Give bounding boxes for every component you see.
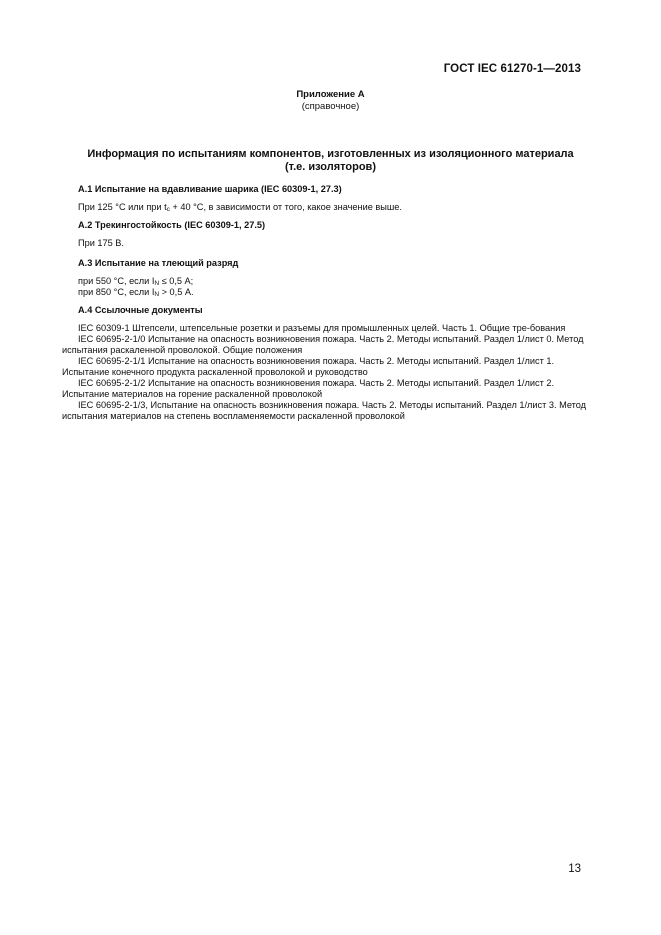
section-a4-heading: А.4 Ссылочные документы	[78, 305, 203, 315]
reference-item: IEC 60695-2-1/2 Испытание на опасность возникновения пожара. Часть 2. Методы испытаний. Раздел 1/лист 2. Испытание материалов на горение раскаленной проволокой	[62, 378, 554, 399]
section-a3-text-part: ≤ 0,5 А;	[159, 276, 194, 286]
reference-item: IEC 60695-2-1/3, Испытание на опасность возникновения пожара. Часть 2. Методы испытаний. Раздел 1/лист 3. Метод испытания материалов на степень воспламеняемости раскаленной проволокой	[62, 400, 587, 421]
section-a3-subscript: N	[154, 280, 160, 287]
section-a3-text-part: > 0,5 А.	[159, 287, 194, 297]
section-a3-line1	[78, 276, 587, 287]
section-a1-subscript: c	[166, 206, 170, 213]
reference-item: IEC 60309-1 Штепсели, штепсельные розетки и разъемы для промышленных целей. Часть 1. Общие тре-бования	[78, 323, 566, 333]
page-title-line1: Информация по испытаниям компонентов, изготовленных из изоляционного материала	[87, 148, 574, 160]
section-a3-subscript: N	[154, 291, 160, 298]
section-a1-text-part: При 125 °С или при t	[78, 202, 167, 212]
section-a1-text	[78, 202, 587, 213]
section-a2-heading: А.2 Трекингостойкость (IEC 60309-1, 27.5)	[78, 220, 266, 230]
page-title	[60, 148, 601, 173]
reference-item: IEC 60695-2-1/0 Испытание на опасность возникновения пожара. Часть 2. Методы испытаний. Раздел 1/лист 0. Метод испытания раскаленной проволокой. Общие положения	[62, 334, 584, 355]
page-number: 13	[568, 863, 581, 875]
page-title-line2: (т.е. изоляторов)	[284, 160, 376, 173]
reference-item: IEC 60695-2-1/1 Испытание на опасность возникновения пожара. Часть 2. Методы испытаний. Раздел 1/лист 1. Испытание конечного продукта раскаленной проволокой и руководство	[62, 356, 554, 377]
section-a1-heading: А.1 Испытание на вдавливание шарика (IEC 60309-1, 27.3)	[78, 184, 342, 194]
document-header: ГОСТ IEC 61270-1—2013	[443, 63, 581, 75]
annex-subtitle: (справочное)	[301, 101, 360, 112]
section-a3-heading: А.3 Испытание на тлеющий разряд	[78, 258, 239, 268]
section-a3-text-part: при 550 °С, если I	[78, 276, 155, 286]
section-a2-text: При 175 В.	[78, 238, 124, 248]
annex-heading	[0, 89, 661, 113]
document-body	[62, 184, 587, 422]
section-a3-text-part: при 850 °С, если I	[78, 287, 155, 297]
annex-title: Приложение А	[296, 89, 365, 100]
section-a3-line2	[78, 287, 587, 298]
section-a1-text-part: + 40 °С, в зависимости от того, какое значение выше.	[169, 202, 402, 212]
